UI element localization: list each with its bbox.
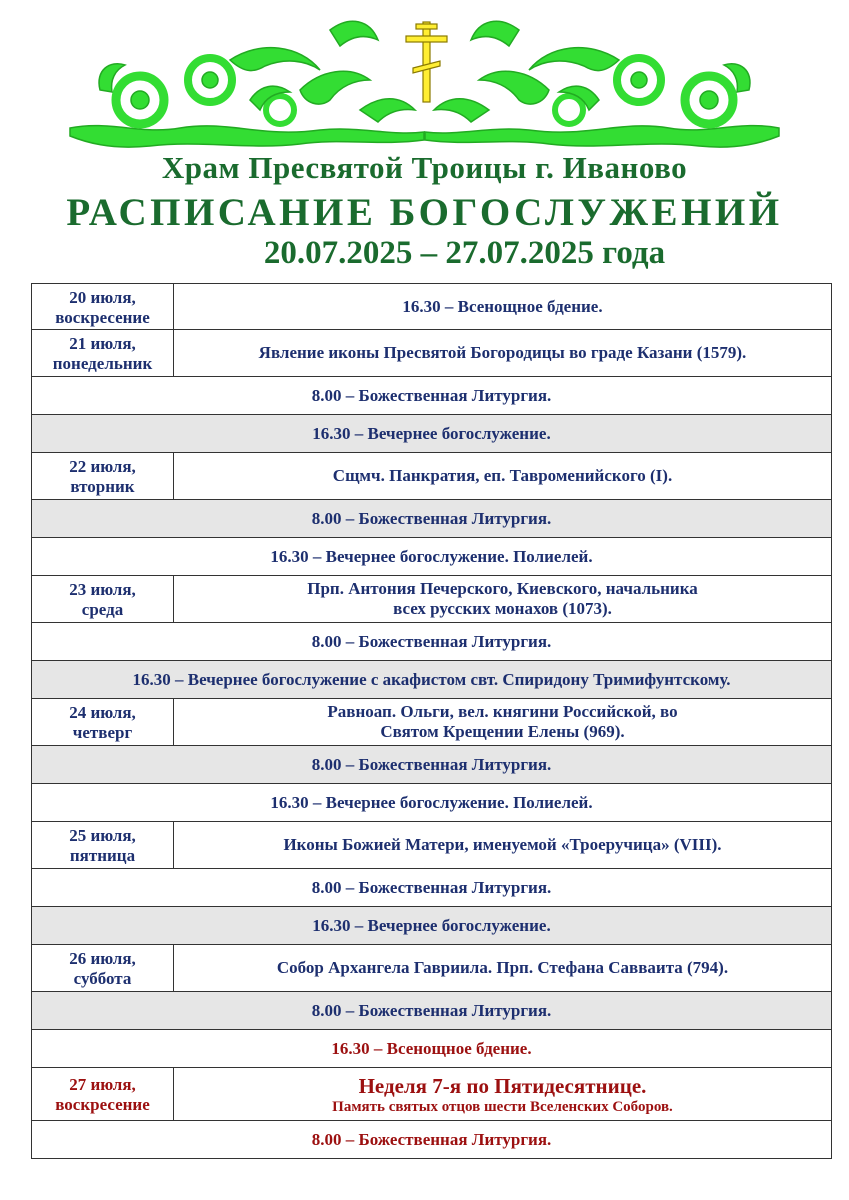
- feast-line: Прп. Антония Печерского, Киевского, начальника: [307, 579, 698, 598]
- schedule-row: [32, 945, 832, 992]
- schedule-row: [32, 538, 832, 576]
- date-range: 20.07.2025 – 27.07.2025 года: [263, 235, 666, 271]
- date-label: 22 июля,: [69, 457, 136, 476]
- weekday-label: среда: [81, 600, 124, 619]
- service-cell: 16.30 – Всенощное бдение.: [32, 1030, 832, 1068]
- schedule-row: [32, 453, 832, 500]
- date-label: 25 июля,: [69, 826, 136, 845]
- ornament-header: [0, 0, 849, 160]
- date-cell: [32, 1068, 174, 1121]
- service-cell: 8.00 – Божественная Литургия.: [32, 869, 832, 907]
- service-cell: 8.00 – Божественная Литургия.: [32, 377, 832, 415]
- schedule-row: [32, 500, 832, 538]
- schedule-row: [32, 992, 832, 1030]
- service-cell: 8.00 – Божественная Литургия.: [32, 1121, 832, 1159]
- service-cell: 8.00 – Божественная Литургия.: [32, 500, 832, 538]
- weekday-label: четверг: [72, 723, 133, 742]
- schedule-row: [32, 907, 832, 945]
- service-cell: 8.00 – Божественная Литургия.: [32, 746, 832, 784]
- feast-cell: Собор Архангела Гавриила. Прп. Стефана Савваита (794).: [174, 945, 832, 992]
- date-label: 21 июля,: [69, 334, 136, 353]
- weekday-label: воскресение: [55, 307, 150, 327]
- weekday-label: вторник: [70, 477, 135, 496]
- date-label: 23 июля,: [69, 580, 136, 599]
- feast-cell: [174, 699, 832, 746]
- service-cell: 16.30 – Всенощное бдение.: [174, 284, 832, 330]
- schedule-row: [32, 377, 832, 415]
- schedule-row: [32, 623, 832, 661]
- feast-title: Неделя 7-я по Пятидесятнице.: [358, 1074, 647, 1098]
- schedule-row: [32, 746, 832, 784]
- page-title: РАСПИСАНИЕ БОГОСЛУЖЕНИЙ: [66, 191, 783, 234]
- schedule-row: [32, 822, 832, 869]
- schedule-row: [32, 869, 832, 907]
- feast-cell: [174, 1068, 832, 1121]
- service-cell: 16.30 – Вечернее богослужение.: [32, 415, 832, 453]
- date-cell: [32, 576, 174, 623]
- schedule-table: [31, 283, 832, 1159]
- date-label: 27 июля,: [69, 1075, 136, 1094]
- feast-cell: [174, 576, 832, 623]
- schedule-row: [32, 784, 832, 822]
- schedule-row: [32, 1030, 832, 1068]
- date-cell: [32, 822, 174, 869]
- service-cell: 16.30 – Вечернее богослужение. Полиелей.: [32, 538, 832, 576]
- service-cell: 8.00 – Божественная Литургия.: [32, 623, 832, 661]
- feast-line: Равноап. Ольги, вел. княгини Российской, во: [327, 702, 678, 721]
- schedule-row: [32, 1068, 832, 1121]
- service-cell: 8.00 – Божественная Литургия.: [32, 992, 832, 1030]
- date-cell: [32, 453, 174, 500]
- weekday-label: понедельник: [52, 354, 153, 373]
- feast-subtitle: Память святых отцов шести Вселенских Соборов.: [332, 1099, 673, 1115]
- feast-line: всех русских монахов (1073).: [393, 599, 612, 618]
- schedule-row: [32, 330, 832, 377]
- schedule-row: [32, 1121, 832, 1159]
- service-cell: 16.30 – Вечернее богослужение.: [32, 907, 832, 945]
- schedule-row: [32, 284, 832, 330]
- schedule-row: [32, 661, 832, 699]
- date-cell: [32, 330, 174, 377]
- weekday-label: пятница: [69, 846, 136, 865]
- weekday-label: суббота: [73, 969, 132, 988]
- feast-line: Святом Крещении Елены (969).: [380, 722, 625, 741]
- feast-cell: Явление иконы Пресвятой Богородицы во граде Казани (1579).: [174, 330, 832, 377]
- feast-cell: Иконы Божией Матери, именуемой «Троеручица» (VIII).: [174, 822, 832, 869]
- date-cell: [32, 699, 174, 746]
- date-label: 24 июля,: [69, 703, 136, 722]
- service-cell: 16.30 – Вечернее богослужение с акафистом свт. Спиридону Тримифунтскому.: [32, 661, 832, 699]
- weekday-label: воскресение: [55, 1095, 150, 1114]
- schedule-row: [32, 576, 832, 623]
- schedule-row: [32, 699, 832, 746]
- date-cell: [32, 284, 174, 330]
- date-label: 26 июля,: [69, 949, 136, 968]
- schedule-row: [32, 415, 832, 453]
- feast-cell: Сщмч. Панкратия, еп. Тавроменийского (I).: [174, 453, 832, 500]
- cross-icon: [406, 22, 447, 102]
- date-cell: [32, 945, 174, 992]
- service-cell: 16.30 – Вечернее богослужение. Полиелей.: [32, 784, 832, 822]
- church-name: Храм Пресвятой Троицы г. Иваново: [161, 150, 688, 185]
- date-label: 20 июля,: [69, 287, 136, 307]
